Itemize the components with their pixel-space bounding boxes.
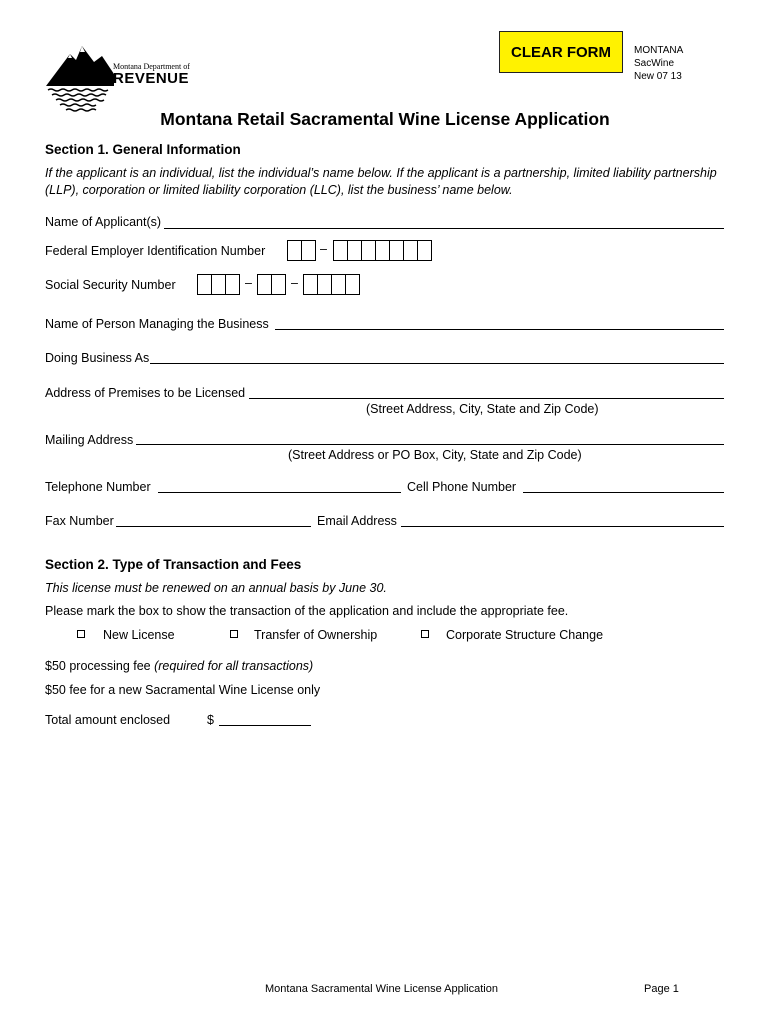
digit-box[interactable] [271, 274, 286, 295]
section2-instructions: Please mark the box to show the transaction of the application and include the appropriate fee. [45, 604, 569, 618]
dba-label: Doing Business As [45, 351, 150, 365]
corporate-change-checkbox[interactable] [421, 630, 429, 638]
logo-department-text: Montana Department of [113, 62, 190, 71]
digit-box[interactable] [287, 240, 302, 261]
digit-box[interactable] [317, 274, 332, 295]
fein-prefix-boxes[interactable] [287, 240, 316, 261]
fein-dash: – [320, 242, 327, 256]
currency-symbol: $ [207, 713, 214, 727]
digit-box[interactable] [347, 240, 362, 261]
fax-label: Fax Number [45, 514, 114, 528]
digit-box[interactable] [197, 274, 212, 295]
ssn-group-boxes[interactable] [257, 274, 286, 295]
form-id-state: MONTANA [634, 45, 684, 56]
digit-box[interactable] [403, 240, 418, 261]
fein-label: Federal Employer Identification Number [45, 244, 266, 258]
email-label: Email Address [317, 514, 397, 528]
phone-field[interactable] [158, 492, 401, 493]
transfer-ownership-checkbox[interactable] [230, 630, 238, 638]
processing-fee-text: $50 processing fee [45, 659, 155, 673]
form-id-block [634, 44, 683, 83]
fein-suffix-boxes[interactable] [333, 240, 432, 261]
processing-fee-note: (required for all transactions) [154, 659, 314, 673]
digit-box[interactable] [345, 274, 360, 295]
digit-box[interactable] [375, 240, 390, 261]
new-license-label: New License [103, 628, 175, 642]
phone-label: Telephone Number [45, 480, 151, 494]
form-id-revision: New 07 13 [634, 71, 682, 82]
section1-instructions-line2: (LLP), corporation or limited liability corporation (LLC), list the business’ name below. [45, 183, 513, 197]
form-id-code: SacWine [634, 58, 675, 69]
footer-page-number: Page 1 [644, 983, 679, 995]
footer-doc-title: Montana Sacramental Wine License Application [265, 983, 498, 995]
applicant-name-label: Name of Applicant(s) [45, 215, 162, 229]
section1-heading: Section 1. General Information [45, 142, 241, 157]
ssn-area-boxes[interactable] [197, 274, 240, 295]
digit-box[interactable] [417, 240, 432, 261]
email-field[interactable] [401, 526, 724, 527]
digit-box[interactable] [389, 240, 404, 261]
digit-box[interactable] [303, 274, 318, 295]
license-fee-text: $50 fee for a new Sacramental Wine License only [45, 683, 321, 697]
cell-label: Cell Phone Number [407, 480, 517, 494]
mailing-hint: (Street Address or PO Box, City, State and Zip Code) [288, 448, 582, 462]
clear-form-button[interactable]: CLEAR FORM [499, 31, 623, 73]
digit-box[interactable] [333, 240, 348, 261]
premises-hint: (Street Address, City, State and Zip Code) [366, 402, 599, 416]
digit-box[interactable] [301, 240, 316, 261]
cell-field[interactable] [523, 492, 724, 493]
section2-heading: Section 2. Type of Transaction and Fees [45, 557, 302, 572]
digit-box[interactable] [361, 240, 376, 261]
digit-box[interactable] [211, 274, 226, 295]
fax-field[interactable] [116, 526, 311, 527]
ssn-dash-2: – [291, 276, 298, 290]
dba-field[interactable] [150, 363, 724, 364]
section1-instructions-line1: If the applicant is an individual, list the individual’s name below. If the applicant is a partnership, limited liability partnership [45, 166, 717, 180]
mailing-label: Mailing Address [45, 433, 134, 447]
premises-field[interactable] [249, 398, 724, 399]
mailing-field[interactable] [136, 444, 724, 445]
corporate-change-label: Corporate Structure Change [446, 628, 604, 642]
logo-revenue-text: REVENUE [113, 70, 190, 87]
renewal-note: This license must be renewed on an annual basis by June 30. [45, 581, 387, 595]
ssn-serial-boxes[interactable] [303, 274, 360, 295]
ssn-label: Social Security Number [45, 278, 176, 292]
applicant-name-field[interactable] [164, 228, 724, 229]
ssn-dash-1: – [245, 276, 252, 290]
digit-box[interactable] [331, 274, 346, 295]
new-license-checkbox[interactable] [77, 630, 85, 638]
transfer-ownership-label: Transfer of Ownership [254, 628, 378, 642]
total-label: Total amount enclosed [45, 713, 171, 727]
digit-box[interactable] [257, 274, 272, 295]
digit-box[interactable] [225, 274, 240, 295]
manager-label: Name of Person Managing the Business [45, 317, 269, 331]
processing-fee-line [45, 659, 313, 673]
manager-field[interactable] [275, 329, 724, 330]
total-amount-field[interactable] [219, 725, 311, 726]
premises-label: Address of Premises to be Licensed [45, 386, 246, 400]
page-title: Montana Retail Sacramental Wine License Application [160, 109, 610, 129]
